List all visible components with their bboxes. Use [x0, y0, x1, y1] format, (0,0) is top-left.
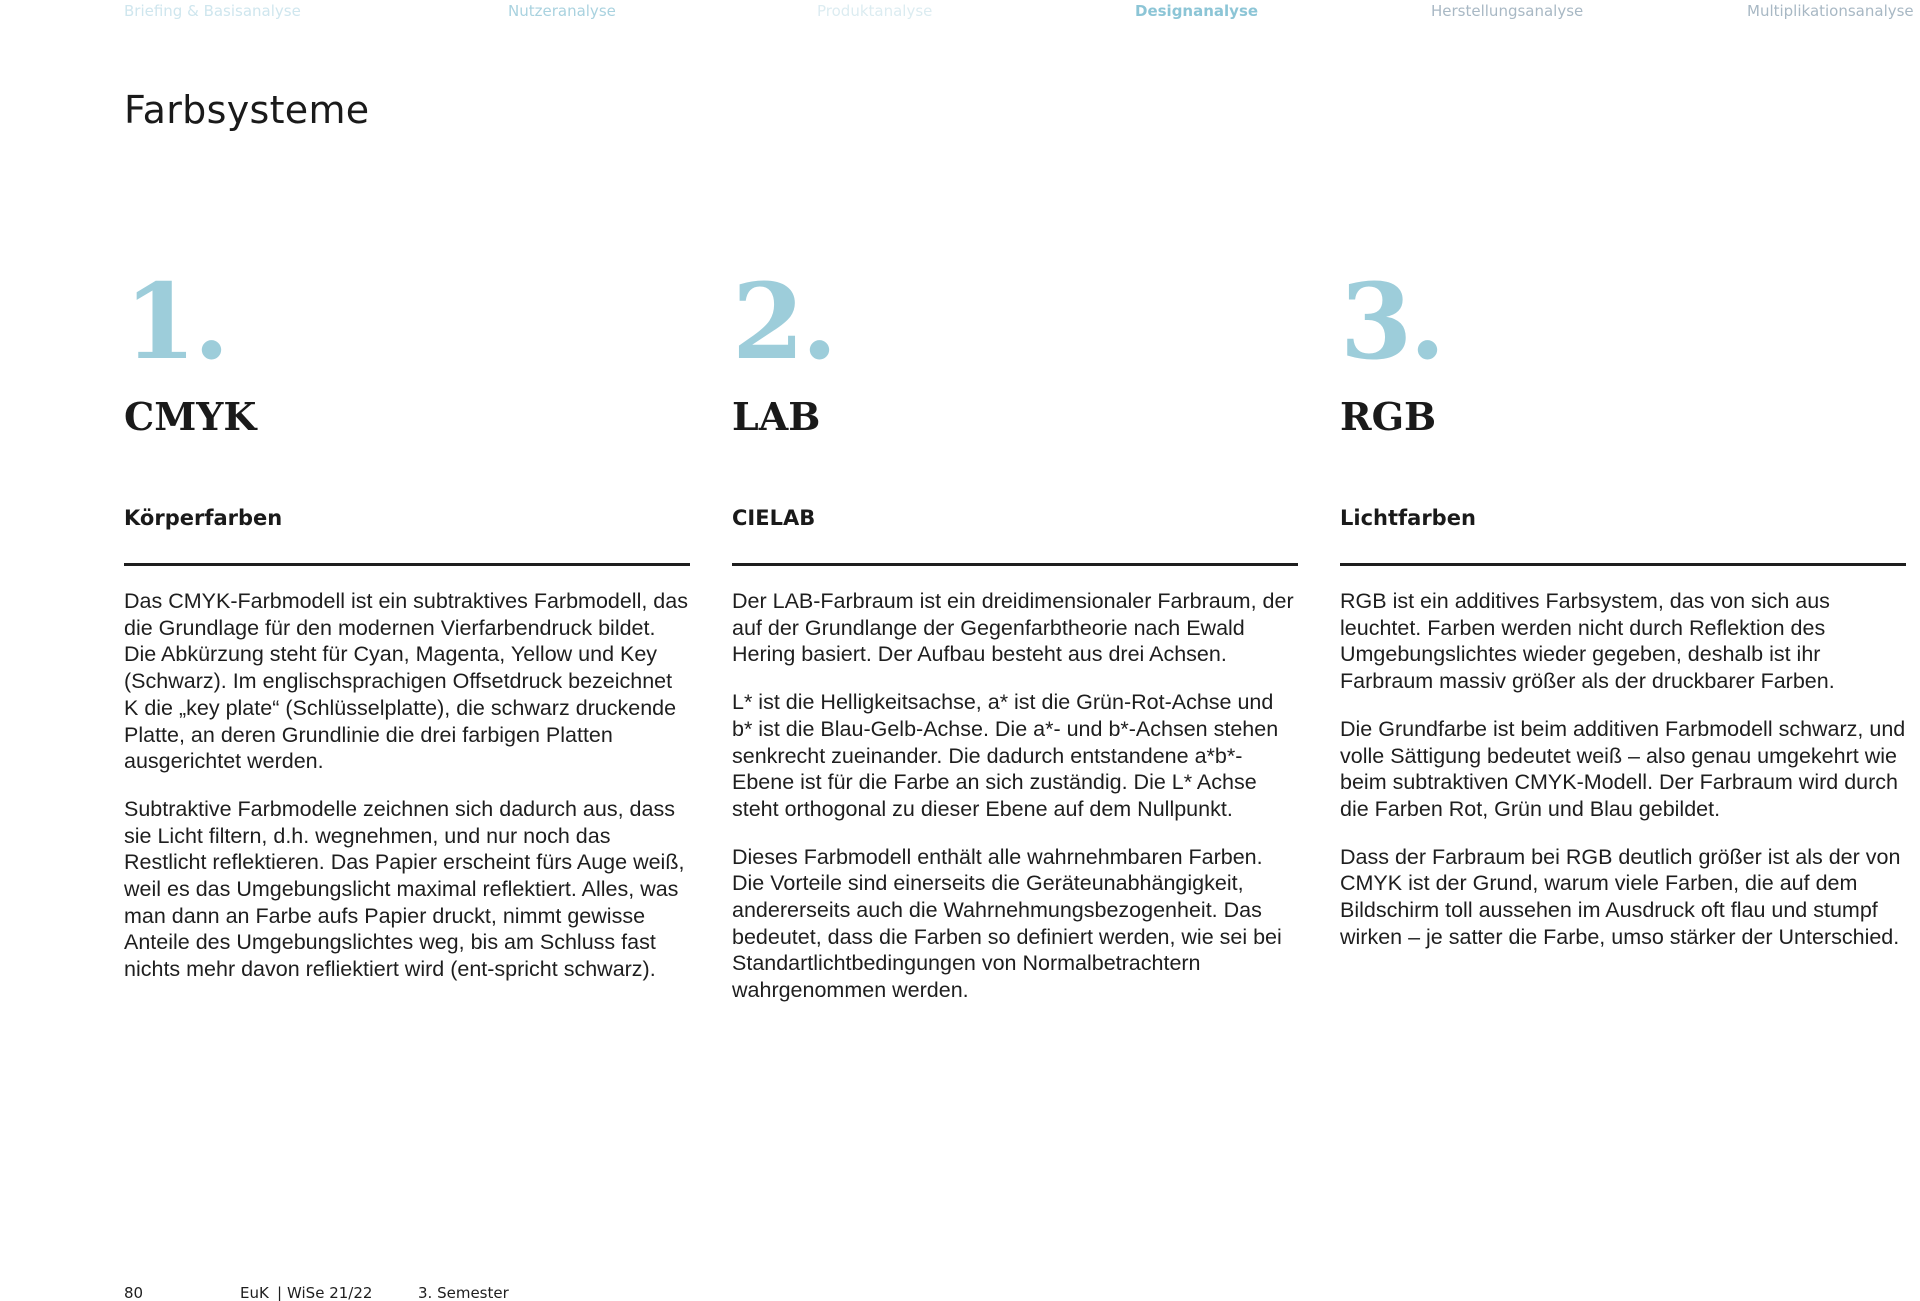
subheading: Körperfarben — [124, 506, 283, 530]
system-name: LAB — [732, 394, 821, 439]
section-navigation — [0, 2, 1920, 24]
semester-label: 3. Semester — [418, 1284, 509, 1301]
paragraph: RGB ist ein additives Farbsystem, das von sich aus leuchtet. Farben werden nicht durch Reflektion des Umgebungslichtes wieder gegeben, deshalb ist ihr Farbraum massiv größer als der druckbarer Farben. — [1340, 589, 1835, 694]
nav-item-herstellungsanalyse[interactable]: Herstellungsanalyse — [1431, 2, 1584, 20]
nav-item-designanalyse-active[interactable]: Designanalyse — [1135, 2, 1259, 20]
body-text — [1340, 588, 1906, 971]
page-number: 80 — [124, 1284, 144, 1301]
paragraph: Dass der Farbraum bei RGB deutlich größer ist als der von CMYK ist der Grund, warum viele Farben, die auf dem Bildschirm toll aussehen im Ausdruck oft flau und stumpf wirken – je satter die Farbe, umso stärker der Unterschied. — [1340, 844, 1901, 949]
column-rgb — [1340, 260, 1906, 949]
nav-item-multiplikationsanalyse[interactable]: Multiplikationsanalyse — [1747, 2, 1914, 20]
nav-item-nutzeranalyse[interactable]: Nutzeranalyse — [508, 2, 616, 20]
nav-item-produktanalyse[interactable]: Produktanalyse — [817, 2, 933, 20]
column-lab — [732, 260, 1298, 1003]
footer-separator: | — [277, 1284, 283, 1301]
paragraph: L* ist die Helligkeitsachse, a* ist die Grün-Rot-Achse und b* ist die Blau-Gelb-Achse. Die a*- und b*-Achsen stehen senkrecht zueinander. Die dadurch entstandene a*b*- Ebene ist für die Farbe an sich zuständig. Die L* Achse steht orthogonal zu dieser Ebene auf dem Nullpunkt. — [732, 690, 1279, 821]
column-cmyk — [124, 260, 690, 982]
page-title: Farbsysteme — [124, 88, 370, 132]
divider — [1340, 563, 1906, 566]
paragraph: Der LAB-Farbraum ist ein dreidimensionaler Farbraum, der auf der Grundlange der Gegenfarbtheorie nach Ewald Hering basiert. Der Aufbau besteht aus drei Achsen. — [732, 589, 1294, 667]
paragraph: Das CMYK-Farbmodell ist ein subtraktives Farbmodell, das die Grundlage für den modernen Vierfarbendruck bildet. Die Abkürzung steht für Cyan, Magenta, Yellow und Key (Schwarz). Im englischsprachigen Offsetdruck bezeichnet K die „key plate“ (Schlüsselplatte), die schwarz druckende Platte, an deren Grundlinie die drei farbigen Platten ausgerichtet werden. — [124, 589, 688, 774]
system-name: CMYK — [124, 394, 257, 439]
body-text — [124, 588, 690, 1004]
body-text — [732, 588, 1298, 1025]
term-label: WiSe 21/22 — [287, 1284, 373, 1301]
subheading: CIELAB — [732, 506, 816, 530]
section-number: 3. — [1340, 260, 1443, 383]
paragraph: Subtraktive Farbmodelle zeichnen sich dadurch aus, dass sie Licht filtern, d.h. wegnehmen, und nur noch das Restlicht reflektieren. Das Papier erscheint fürs Auge weiß, weil es das Umgebungslicht maximal reflektiert. Alles, was man dann an Farbe aufs Papier druckt, nimmt gewisse Anteile des Umgebungslichtes weg, bis am Schluss fast nichts mehr davon refliektiert wird (ent-spricht schwarz). — [124, 796, 685, 982]
nav-item-briefing[interactable]: Briefing & Basisanalyse — [124, 2, 301, 20]
course-label: EuK — [240, 1284, 269, 1301]
divider — [732, 563, 1298, 566]
divider — [124, 563, 690, 566]
system-name: RGB — [1340, 394, 1437, 439]
section-number: 2. — [732, 260, 835, 383]
section-number: 1. — [124, 260, 227, 383]
paragraph: Dieses Farbmodell enthält alle wahrnehmbaren Farben. Die Vorteile sind einerseits die Geräteunabhängigkeit, andererseits auch die Wahrnehmungsbezogenheit. Das bedeutet, dass die Farben so definiert werden, wie sei bei Standartlichtbedingungen von Normalbetrachtern wahrgenommen werden. — [732, 844, 1282, 1003]
subheading: Lichtfarben — [1340, 506, 1476, 530]
paragraph: Die Grundfarbe ist beim additiven Farbmodell schwarz, und volle Sättigung bedeutet weiß – also genau umgekehrt wie beim subtraktiven CMYK-Modell. Der Farbraum wird durch die Farben Rot, Grün und Blau gebildet. — [1340, 716, 1906, 821]
